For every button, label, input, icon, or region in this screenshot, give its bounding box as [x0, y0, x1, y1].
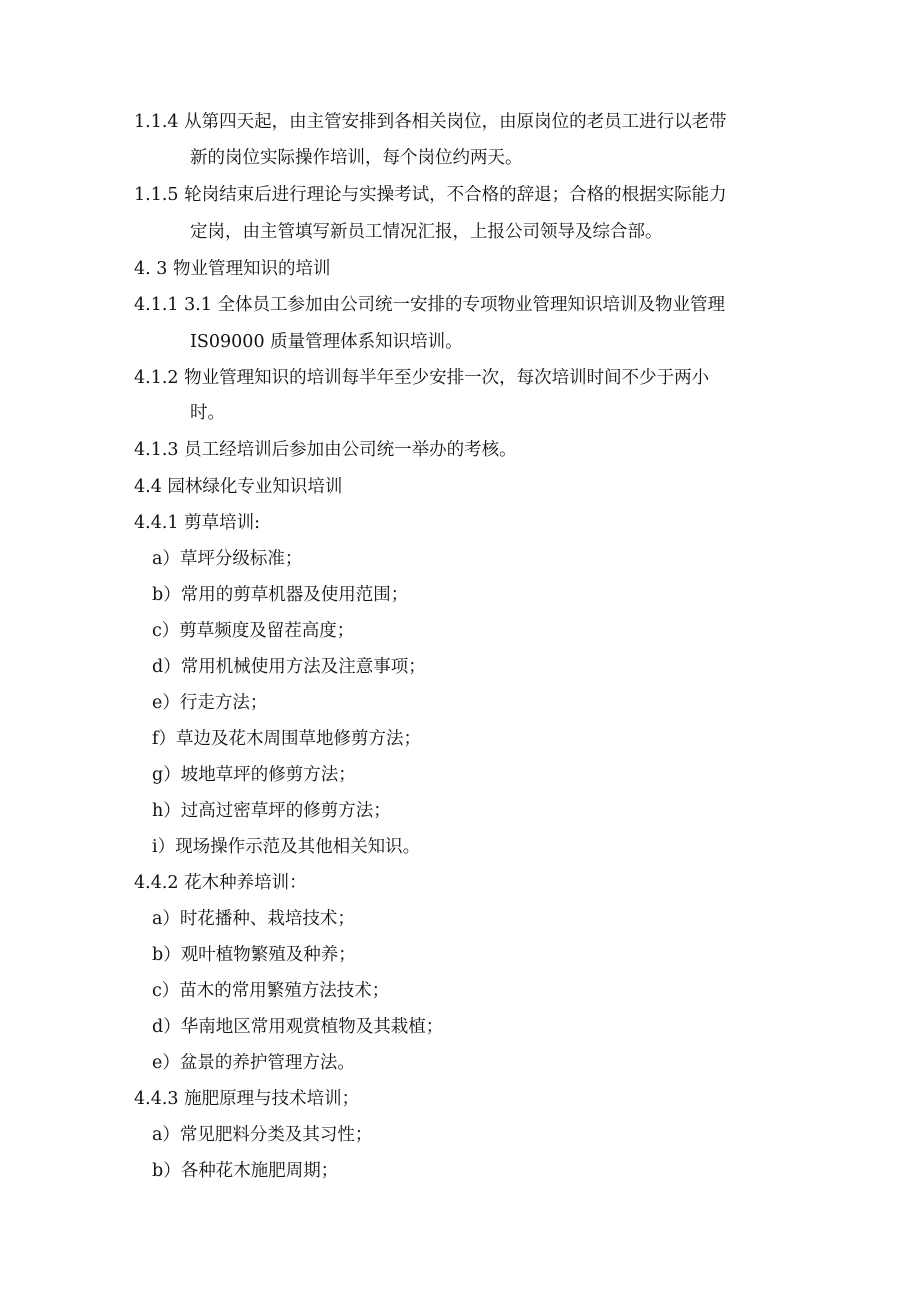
paragraph-line: 4.1.2 物业管理知识的培训每半年至少安排一次，每次培训时间不少于两小: [134, 368, 710, 388]
paragraph-line: 定岗，由主管填写新员工情况汇报，上报公司领导及综合部。: [190, 222, 663, 242]
subsection-heading: 4.4.3 施肥原理与技术培训；: [134, 1089, 360, 1109]
paragraph-line: IS09000 质量管理体系知识培训。: [190, 332, 463, 352]
list-item: b）各种花木施肥周期；: [152, 1161, 339, 1181]
subsection-heading: 4.4.2 花木种养培训：: [134, 873, 307, 893]
list-item: c）苗木的常用繁殖方法技术；: [152, 981, 390, 1001]
list-item: d）常用机械使用方法及注意事项；: [152, 657, 426, 677]
list-item: a）常见肥料分类及其习性；: [152, 1125, 373, 1145]
list-item: g）坡地草坪的修剪方法；: [152, 765, 356, 785]
paragraph-line: 1.1.5 轮岗结束后进行理论与实操考试，不合格的辞退；合格的根据实际能力: [134, 185, 727, 205]
paragraph-line: 新的岗位实际操作培训，每个岗位约两天。: [190, 148, 523, 168]
list-item: b）常用的剪草机器及使用范围；: [152, 585, 409, 605]
list-item: i）现场操作示范及其他相关知识。: [152, 837, 421, 857]
list-item: e）行走方法；: [152, 693, 268, 713]
paragraph-line: 4.1.3 员工经培训后参加由公司统一举办的考核。: [134, 440, 517, 460]
list-item: h）过高过密草坪的修剪方法；: [152, 801, 391, 821]
section-heading: 4. 3 物业管理知识的培训: [134, 259, 331, 279]
list-item: d）华南地区常用观赏植物及其栽植；: [152, 1017, 444, 1037]
section-heading: 4.4 园林绿化专业知识培训: [134, 477, 343, 497]
list-item: e）盆景的养护管理方法。: [152, 1053, 355, 1073]
list-item: a）时花播种、栽培技术；: [152, 909, 355, 929]
list-item: f）草边及花木周围草地修剪方法；: [152, 729, 421, 749]
paragraph-line: 1.1.4 从第四天起，由主管安排到各相关岗位，由原岗位的老员工进行以老带: [134, 112, 727, 132]
list-item: c）剪草频度及留茬高度；: [152, 621, 355, 641]
paragraph-line: 时。: [190, 403, 225, 423]
list-item: a）草坪分级标准；: [152, 549, 303, 569]
paragraph-line: 4.1.1 3.1 全体员工参加由公司统一安排的专项物业管理知识培训及物业管理: [134, 295, 725, 315]
subsection-heading: 4.4.1 剪草培训:: [134, 513, 260, 533]
list-item: b）观叶植物繁殖及种养；: [152, 945, 356, 965]
